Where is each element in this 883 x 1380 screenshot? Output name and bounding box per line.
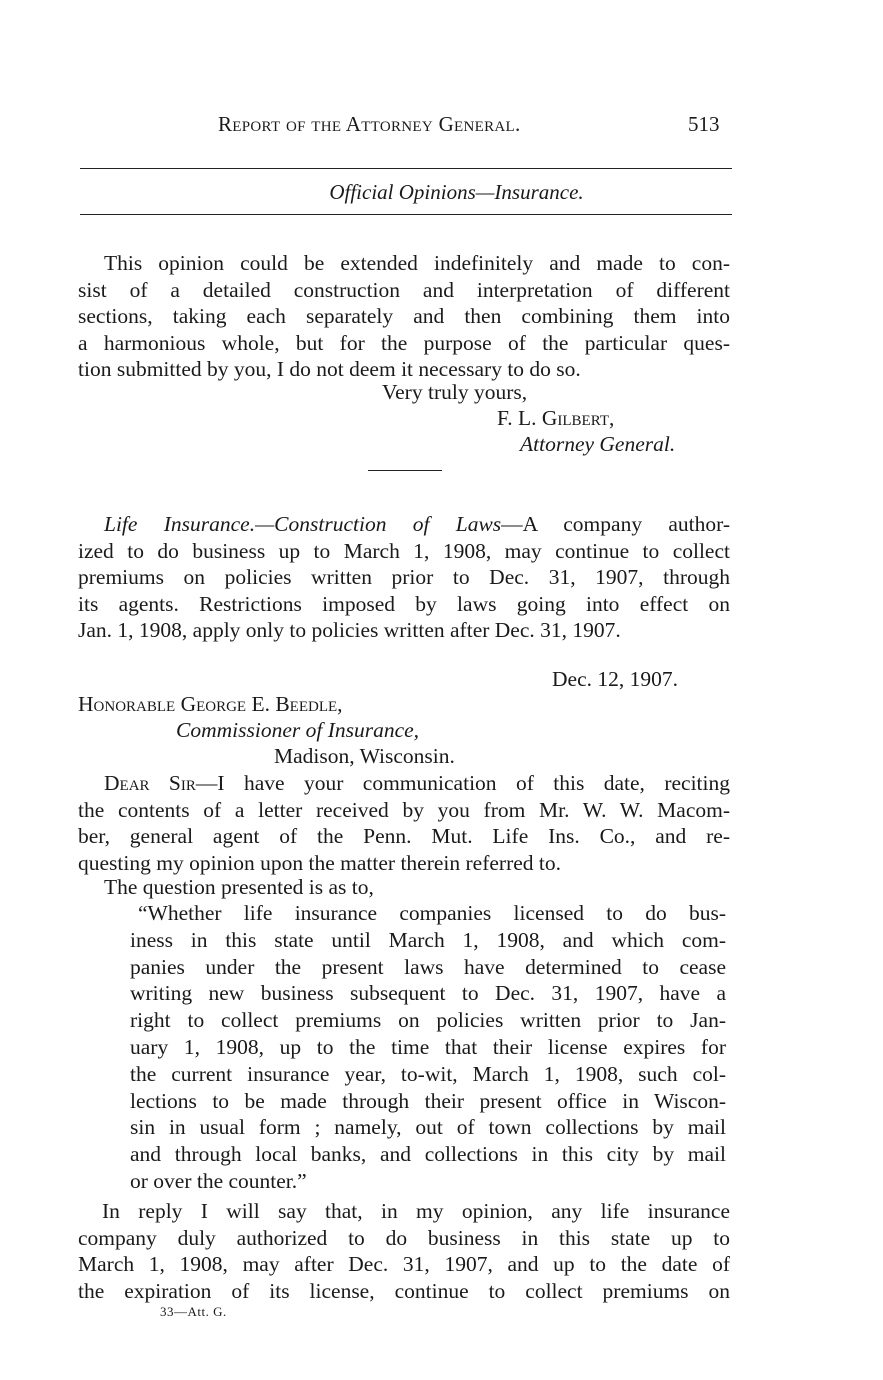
text-line: This opinion could be extended indefinitely and made to con- [104, 251, 730, 275]
syllabus-text: —A company author- [501, 512, 730, 536]
text-line [78, 511, 730, 538]
letter-paragraph-1 [78, 770, 730, 876]
text-line: panies under the present laws have determined to cease [130, 954, 726, 979]
text-line: ized to do business up to March 1, 1908, may continue to collect [78, 538, 730, 563]
salutation: Dear Sir [104, 771, 196, 795]
signer-name: F. L. Gilbert, [497, 406, 615, 430]
text-line: sist of a detailed construction and interpretation of different [78, 277, 730, 302]
opinion-conclusion [78, 250, 730, 383]
running-head: Report of the Attorney General. [218, 112, 521, 136]
letter-date: Dec. 12, 1907. [552, 667, 678, 691]
text-line: questing my opinion upon the matter therein referred to. [78, 850, 562, 875]
section-title: Official Opinions—Insurance. [329, 180, 584, 204]
text-line: writing new business subsequent to Dec. 31, 1907, have a [130, 981, 726, 1006]
addressee-name: Honorable George E. Beedle, [78, 692, 343, 716]
text-line: sections, taking each separately and then combining them into [78, 304, 730, 328]
text-line: right to collect premiums on policies written prior to Jan- [130, 1008, 726, 1033]
text-line: a harmonious whole, but for the purpose of the particular ques- [78, 330, 730, 355]
text-line: In reply I will say that, in my opinion, any life insurance [102, 1199, 730, 1223]
top-rule [80, 168, 732, 169]
syllabus [78, 511, 730, 644]
text-line: premiums on policies written prior to Dec. 31, 1907, through [78, 565, 730, 589]
signer-title: Attorney General. [520, 432, 676, 456]
text-line: sin in usual form ; namely, out of town collections by mail [130, 1115, 726, 1140]
paragraph-text: —I have your communication of this date, reciting [195, 771, 730, 795]
text-line: or over the counter.” [130, 1168, 307, 1193]
separator-rule [368, 470, 442, 471]
addressee-location: Madison, Wisconsin. [274, 744, 455, 768]
text-line: its agents. Restrictions imposed by laws going into effect on [78, 591, 730, 616]
text-line: ber, general agent of the Penn. Mut. Life Ins. Co., and re- [78, 824, 730, 848]
text-line [78, 770, 730, 797]
text-line: lections to be made through their present office in Wiscon- [130, 1088, 726, 1113]
quoted-question [130, 900, 726, 1195]
page-number: 513 [688, 112, 720, 136]
text-line: iness in this state until March 1, 1908, and which com- [130, 927, 726, 952]
text-line: company duly authorized to do business in this state up to [78, 1225, 730, 1250]
text-line: uary 1, 1908, up to the time that their license expires for [130, 1034, 726, 1059]
section-rule [80, 214, 732, 215]
text-line: the expiration of its license, continue to collect premiums on [78, 1278, 730, 1303]
text-line: and through local banks, and collections in this city by mail [130, 1142, 726, 1167]
letter-paragraph-3 [78, 1198, 730, 1304]
text-line: tion submitted by you, I do not deem it necessary to do so. [78, 357, 581, 381]
text-line: the current insurance year, to-wit, March 1, 1908, such col- [130, 1061, 726, 1086]
syllabus-heading: Life Insurance.—Construction of Laws [104, 512, 502, 536]
text-line: March 1, 1908, may after Dec. 31, 1907, and up to the date of [78, 1252, 730, 1276]
signature-mark: 33—Att. G. [160, 1304, 227, 1319]
letter-paragraph-2: The question presented is as to, [104, 875, 374, 899]
text-line: Jan. 1, 1908, apply only to policies written after Dec. 31, 1907. [78, 618, 621, 642]
closing: Very truly yours, [382, 380, 528, 404]
text-line: the contents of a letter received by you from Mr. W. W. Macom- [78, 797, 730, 822]
text-line: “Whether life insurance companies licensed to do bus- [138, 901, 726, 925]
addressee-title: Commissioner of Insurance, [176, 718, 420, 742]
